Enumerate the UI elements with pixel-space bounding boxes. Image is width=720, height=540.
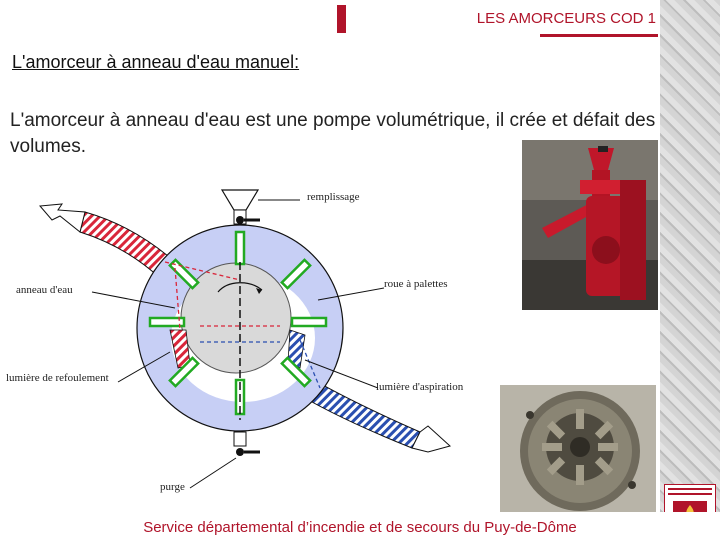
header-accent-mark [337, 5, 346, 33]
label-lumiere-aspiration: lumière d'aspiration [376, 381, 464, 393]
label-roue-palettes: roue à palettes [384, 278, 448, 290]
decorative-side-strip [660, 0, 720, 540]
label-anneau-eau: anneau d'eau [16, 284, 73, 296]
label-purge: purge [160, 481, 185, 493]
label-remplissage: remplissage [307, 191, 360, 203]
footer-text: Service départemental d’incendie et de secours du Puy-de-Dôme [143, 519, 577, 536]
pump-photo [522, 140, 658, 310]
fill-funnel [222, 190, 258, 210]
inlet-arrow [412, 426, 450, 452]
header-underline [540, 34, 658, 37]
fill-valve-knob [236, 216, 244, 224]
drain-valve-knob [236, 448, 244, 456]
section-title: L'amorceur à anneau d'eau manuel: [12, 52, 300, 72]
rotor-photo [500, 385, 656, 513]
label-lumiere-refoulement: lumière de refoulement [6, 372, 109, 384]
outlet-arrow [40, 204, 85, 232]
intro-paragraph: L'amorceur à anneau d'eau est une pompe volumétrique, il crée et défait des volumes. [10, 110, 656, 157]
water-ring-pump-diagram [0, 180, 500, 510]
drain-neck [234, 432, 246, 446]
header-title: LES AMORCEURS COD 1 [476, 10, 656, 27]
